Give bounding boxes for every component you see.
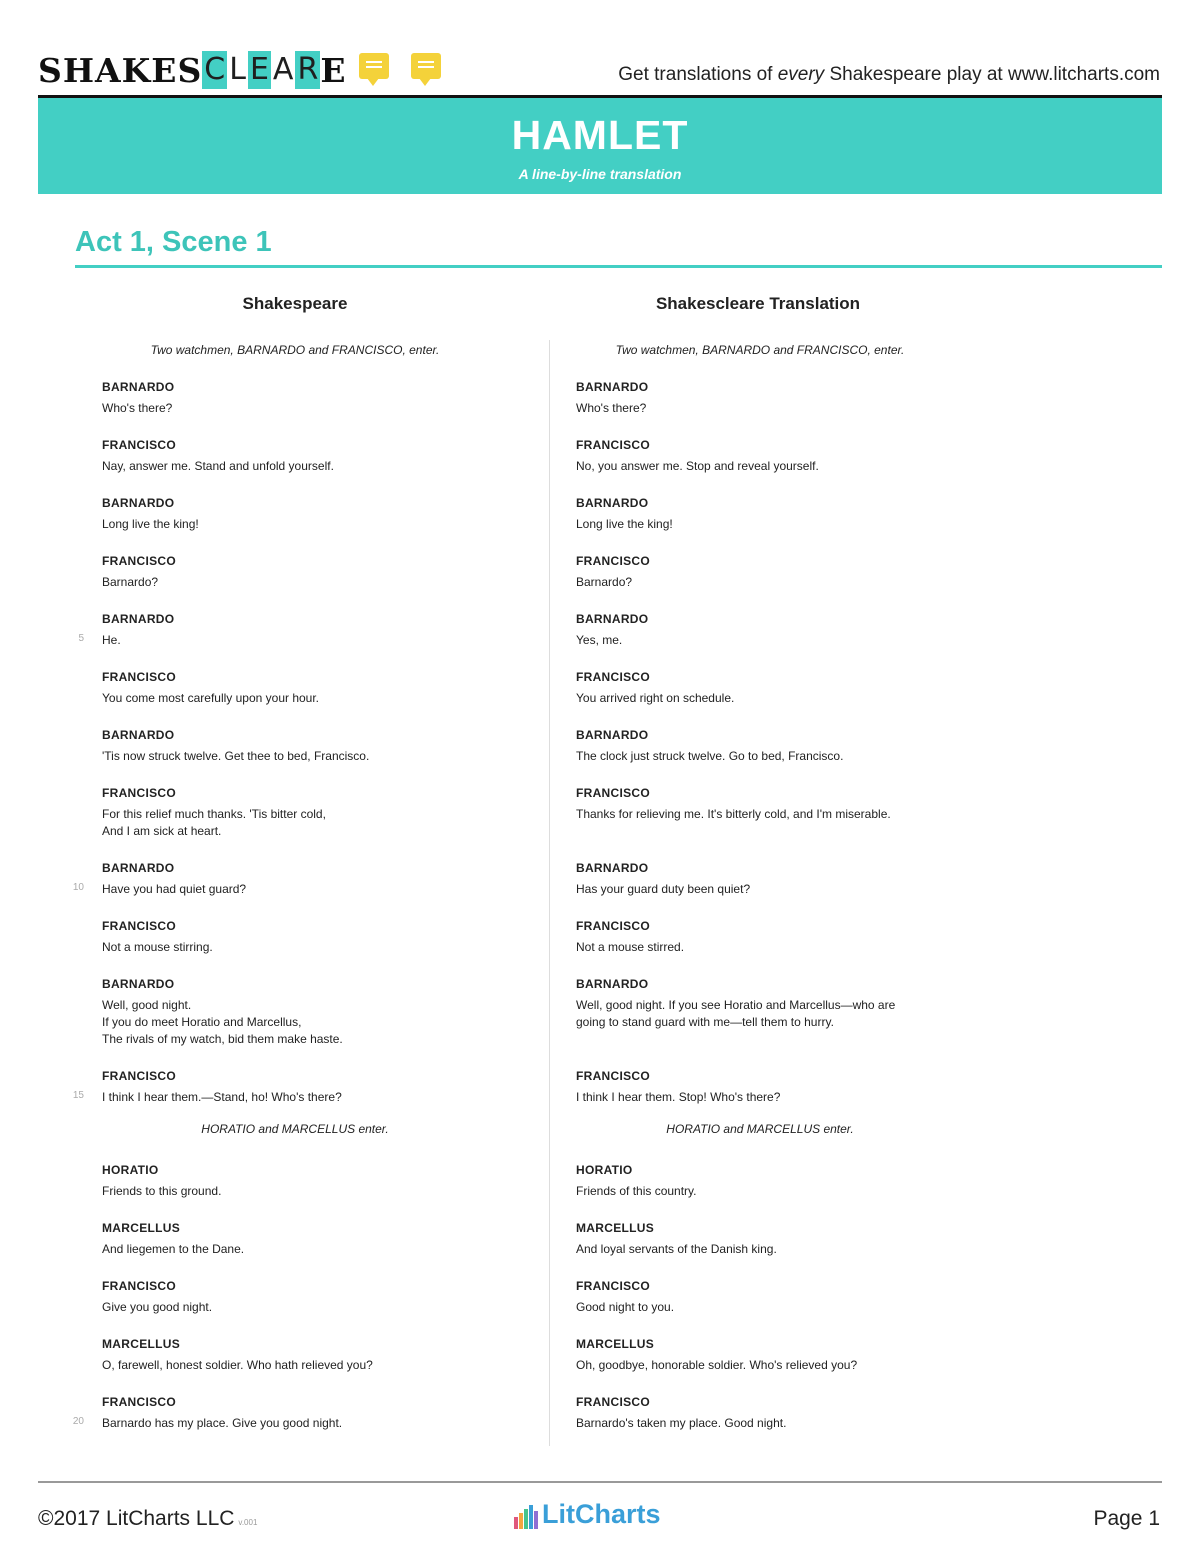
litcharts-url[interactable]: Shakespeare play at www.litcharts.com [824,64,1160,85]
shakescleare-logo [38,48,441,92]
line-number: 5 [78,633,84,644]
speech-line: Has your guard duty been quiet? [576,882,751,896]
copyright: ©2017 LitCharts LLC v.001 [38,1507,258,1530]
speech-line: If you do meet Horatio and Marcellus, [102,1015,302,1029]
speech-original [102,1336,373,1374]
speech-line: Not a mouse stirring. [102,940,213,954]
logo-bar [519,1513,523,1529]
speaker-name: BARNARDO [102,612,175,626]
speech-line: You come most carefully upon your hour. [102,691,320,705]
speech-line: Have you had quiet guard? [102,882,247,896]
speech-line: Barnardo? [102,575,159,589]
speech-translation [576,1068,780,1106]
speech-translation [576,495,673,533]
logo-bar [534,1511,538,1529]
scene-title: Act 1, Scene 1 [75,226,272,258]
speech-translation [576,553,650,591]
logo-tile: A [272,52,294,87]
speech-line: The clock just struck twelve. Go to bed, Francisco. [576,749,844,763]
speech-translation [576,860,750,898]
speech-original [102,437,334,475]
speech-line: O, farewell, honest soldier. Who hath relieved you? [102,1358,373,1372]
litcharts-logo[interactable] [514,1499,661,1529]
speech-translation [576,1220,777,1258]
line-number: 20 [72,1416,84,1427]
speech-original [102,727,369,765]
speaker-name: FRANCISCO [102,1279,177,1293]
speech-line: Good night to you. [576,1300,675,1314]
stage-direction-left: Two watchmen, BARNARDO and FRANCISCO, enter. [150,343,440,357]
column-header-original: Shakespeare [242,294,348,313]
logo-bars-icon [514,1503,539,1529]
tagline: Get translations of every Shakespeare play at www.litcharts.com [618,64,1160,85]
speaker-name: BARNARDO [576,977,649,991]
speech-original [102,785,326,840]
chat-bubble-icon [359,53,389,79]
speech-line: Well, good night. [102,998,192,1012]
logo-tile: C [204,52,226,87]
speech-line: For this relief much thanks. 'Tis bitter cold, [102,807,326,821]
speech-original [102,976,343,1048]
speech-original [102,495,199,533]
speech-translation [576,1336,857,1374]
logo-end: E [320,50,346,90]
speech-line: going to stand guard with me—tell them to hurry. [576,1015,834,1029]
speaker-name: HORATIO [102,1163,159,1177]
speech-line: Long live the king! [102,517,199,531]
speech-translation [576,1394,786,1432]
speech-original [102,1220,244,1258]
line-number: 15 [72,1090,84,1101]
speaker-name: BARNARDO [102,728,175,742]
footer-rule [38,1481,1162,1483]
speech-original [102,553,176,591]
logo-tile: L [229,52,246,87]
speaker-name: FRANCISCO [576,1069,651,1083]
speech-line: I think I hear them. Stop! Who's there? [576,1090,781,1104]
speech-original [102,1278,212,1316]
speech-line: Oh, goodbye, honorable soldier. Who's relieved you? [576,1358,858,1372]
speech-original [102,1394,342,1432]
speech-translation [576,1162,697,1200]
page-number: Page 1 [1093,1507,1160,1530]
speech-line: You arrived right on schedule. [576,691,735,705]
speech-original [102,379,174,417]
speech-line: Thanks for relieving me. It's bitterly cold, and I'm miserable. [576,807,891,821]
speaker-name: FRANCISCO [102,1395,177,1409]
speech-line: And I am sick at heart. [102,824,222,838]
column-divider [549,340,550,1446]
stage-direction-left: HORATIO and MARCELLUS enter. [201,1122,389,1136]
play-title: HAMLET [511,112,689,158]
logo-shakes: SHAKES [38,50,203,90]
speaker-name: FRANCISCO [102,670,177,684]
speaker-name: BARNARDO [102,380,175,394]
speech-line: Not a mouse stirred. [576,940,685,954]
speaker-name: FRANCISCO [102,786,177,800]
logo-bar [529,1505,533,1529]
speech-original [102,860,246,898]
speaker-name: FRANCISCO [102,919,177,933]
speaker-name: BARNARDO [102,496,175,510]
logo-bar [514,1517,518,1529]
speaker-name: BARNARDO [102,977,175,991]
speech-line: Friends to this ground. [102,1184,222,1198]
chat-bubble-icon [411,53,441,79]
logo-tile: E [249,52,269,87]
speaker-name: BARNARDO [576,496,649,510]
speech-line: Friends of this country. [576,1184,697,1198]
speech-line: Yes, me. [576,633,623,647]
speech-translation [576,611,648,649]
speaker-name: FRANCISCO [102,438,177,452]
speech-line: Who's there? [102,401,173,415]
stage-direction-right: Two watchmen, BARNARDO and FRANCISCO, enter. [615,343,905,357]
speech-translation [576,727,843,765]
play-subtitle: A line-by-line translation [518,166,682,182]
speech-translation [576,785,891,823]
logo-bar [524,1509,528,1529]
speaker-name: BARNARDO [102,861,175,875]
speech-translation [576,976,895,1031]
speech-original [102,918,213,956]
speaker-name: FRANCISCO [576,919,651,933]
speech-line: 'Tis now struck twelve. Get thee to bed, Francisco. [102,749,370,763]
scene-rule [75,265,1162,268]
speech-line: Nay, answer me. Stand and unfold yourself. [102,459,334,473]
title-banner [38,98,1162,194]
speech-line: The rivals of my watch, bid them make haste. [102,1032,343,1046]
speaker-name: FRANCISCO [576,786,651,800]
speech-line: Barnardo's taken my place. Good night. [576,1416,787,1430]
speech-translation [576,379,648,417]
speech-line: He. [102,633,121,647]
speech-translation [576,669,734,707]
stage-direction-right: HORATIO and MARCELLUS enter. [666,1122,854,1136]
speech-line: And liegemen to the Dane. [102,1242,245,1256]
version-label: v.001 [238,1518,258,1527]
speech-line: And loyal servants of the Danish king. [576,1242,777,1256]
speaker-name: FRANCISCO [576,438,651,452]
speech-line: Barnardo has my place. Give you good night. [102,1416,343,1430]
logo-tile: R [297,52,319,87]
speech-line: No, you answer me. Stop and reveal yourself. [576,459,819,473]
speaker-name: BARNARDO [576,861,649,875]
speech-line: I think I hear them.—Stand, ho! Who's there? [102,1090,342,1104]
speaker-name: BARNARDO [576,380,649,394]
speaker-name: MARCELLUS [102,1337,181,1351]
speaker-name: FRANCISCO [576,554,651,568]
speech-translation [576,437,819,475]
speaker-name: MARCELLUS [576,1221,655,1235]
speaker-name: FRANCISCO [576,1395,651,1409]
line-number: 10 [72,882,84,893]
speaker-name: MARCELLUS [576,1337,655,1351]
speaker-name: FRANCISCO [102,1069,177,1083]
speech-line: Well, good night. If you see Horatio and Marcellus—who are [576,998,896,1012]
speaker-name: BARNARDO [576,612,649,626]
speech-line: Barnardo? [576,575,633,589]
speaker-name: BARNARDO [576,728,649,742]
speech-original [102,1068,342,1106]
speech-translation [576,918,684,956]
speech-original [102,669,319,707]
speech-original [102,1162,221,1200]
logo-wordmark: LitCharts [542,1499,661,1529]
speaker-name: FRANCISCO [576,1279,651,1293]
speaker-name: HORATIO [576,1163,633,1177]
logo-cleare [202,51,320,89]
speech-original [102,611,174,649]
speech-line: Who's there? [576,401,647,415]
speech-translation [576,1278,674,1316]
speech-line: Long live the king! [576,517,673,531]
speaker-name: FRANCISCO [102,554,177,568]
speaker-name: MARCELLUS [102,1221,181,1235]
column-header-translation: Shakescleare Translation [655,294,861,313]
speaker-name: FRANCISCO [576,670,651,684]
speech-line: Give you good night. [102,1300,213,1314]
